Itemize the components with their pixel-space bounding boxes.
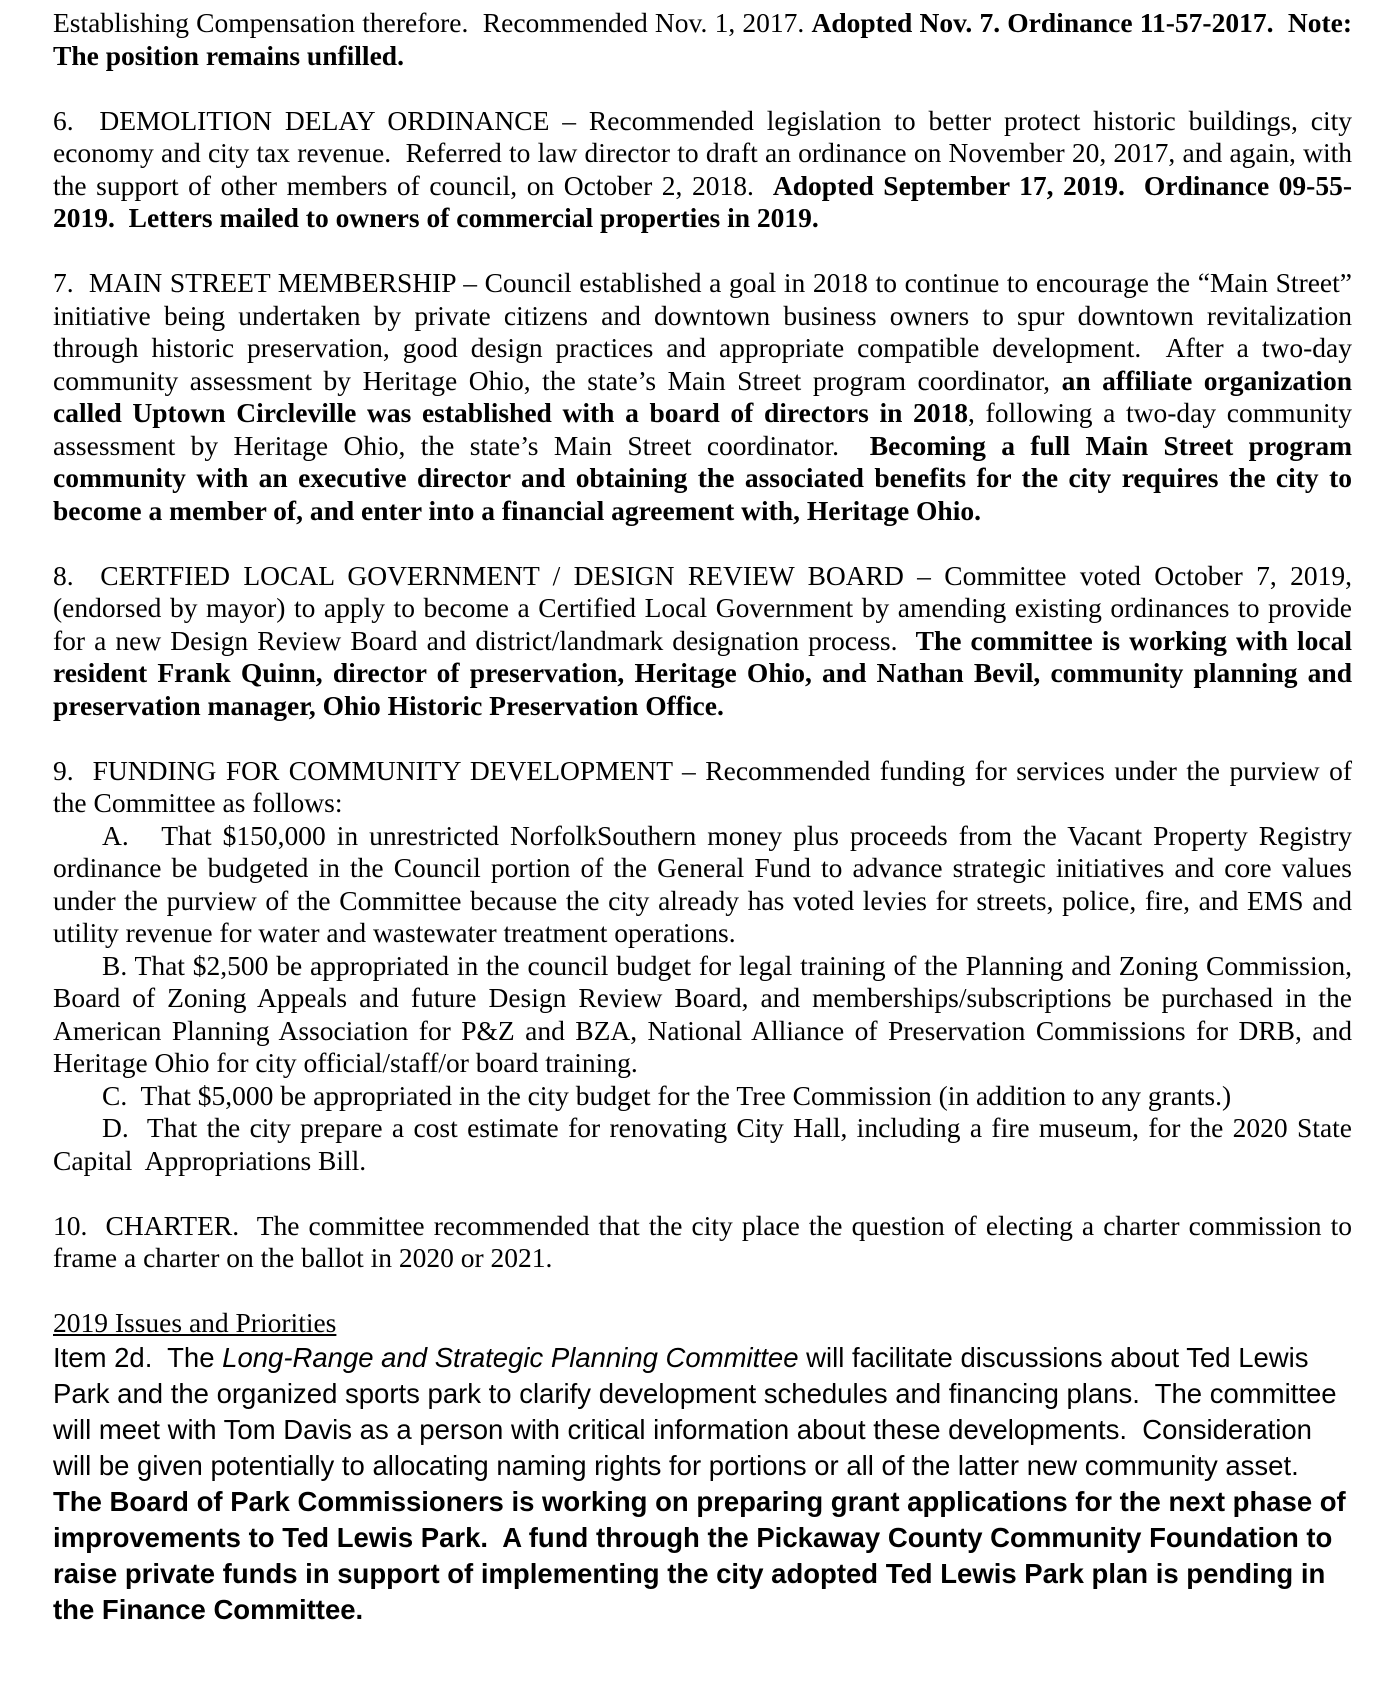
text-run: , following a two-day community assessment by Heritage Ohio, the state’s Main Street coordinator. — [53, 397, 1359, 461]
item-10-charter — [53, 1209, 1359, 1275]
text-run: Becoming a full Main Street program community with an executive director and obtaining the associated benefits for the city requires the city to become a member of, and enter into a financial agreement with, Heritage Ohio. — [53, 429, 1359, 526]
item-9c-tree-commission-funding — [53, 1080, 1352, 1113]
text-run: 9. FUNDING FOR COMMUNITY DEVELOPMENT – Recommended funding for services under the purview of the Committee as follows: — [53, 754, 1359, 818]
text-run: D. That the city prepare a cost estimate for renovating City Hall, including a fire museum, for the 2020 State Capital Appropriations Bill. — [53, 1112, 1359, 1176]
heading-2019-issues-and-priorities — [53, 1307, 1352, 1340]
item-8-certified-local-government — [53, 559, 1359, 723]
text-run: 8. CERTFIED LOCAL GOVERNMENT / DESIGN REVIEW BOARD – Committee voted October 7, 2019, (endorsed by mayor) to apply to become a Certified Local Government by amending existing ordinances to provide for a new Design Review Board and district/landmark designation process. — [53, 559, 1359, 656]
text-run: C. That $5,000 be appropriated in the city budget for the Tree Commission (in addition to any grants.) — [102, 1079, 1232, 1111]
text-run: The committee is working with local resident Frank Quinn, director of preservation, Heritage Ohio, and Nathan Bevil, community planning and preservation manager, Ohio Historic Preservation Office. — [53, 624, 1359, 721]
text-run: 10. CHARTER. The committee recommended that the city place the question of electing a charter commission to frame a charter on the ballot in 2020 or 2021. — [53, 1209, 1359, 1273]
text-run: 6. DEMOLITION DELAY ORDINANCE – Recommended legislation to better protect historic buildings, city economy and city tax revenue. Referred to law director to draft an ordinance on November 20, 2017, and again, with the support of other members of council, on October 2, 2018. — [53, 104, 1359, 201]
item-7-main-street-membership — [53, 267, 1359, 527]
text-run: an affiliate organization called Uptown Circleville was established with a board of directors in 2018 — [53, 364, 1359, 428]
text-run: 7. MAIN STREET MEMBERSHIP – Council established a goal in 2018 to continue to encourage the “Main Street” initiative being undertaken by private citizens and downtown business owners to spur downtown revitalization through historic preservation, good design practices and appropriate compatible development. After a two-day community assessment by Heritage Ohio, the state’s Main Street program coordinator, — [53, 267, 1359, 396]
text-run: B. That $2,500 be appropriated in the council budget for legal training of the Planning and Zoning Commission, Board of Zoning Appeals and future Design Review Board, and memberships/subscriptions be purchased in the American Planning Association for P&Z and BZA, National Alliance of Preservation Commissions for DRB, and Heritage Ohio for city official/staff/or board training. — [53, 949, 1359, 1078]
item-2d-long-range-planning — [53, 1340, 1352, 1628]
text-run: Adopted Nov. 7. Ordinance 11-57-2017. Note: The position remains unfilled. — [53, 7, 1366, 71]
item-9-funding-intro — [53, 754, 1359, 820]
text-run: 2019 Issues and Priorities — [53, 1307, 337, 1338]
text-run: Establishing Compensation therefore. Recommended Nov. 1, 2017. — [53, 7, 812, 38]
text-run: A. That $150,000 in unrestricted NorfolkSouthern money plus proceeds from the Vacant Property Registry ordinance be budgeted in the Council portion of the General Fund to advance strategic initiatives and core values under the purview of the Committee because the city already has voted levies for streets, police, fire, and EMS and utility revenue for water and wastewater treatment operations. — [53, 819, 1359, 948]
text-run: The Board of Park Commissioners is working on preparing grant applications for the next phase of improvements to Ted Lewis Park. A fund through the Pickaway County Community Foundation to raise private funds in support of implementing the city adopted Ted Lewis Park plan is pending in the Finance Committee. — [53, 1485, 1354, 1625]
text-run: Item 2d. The — [53, 1341, 223, 1373]
text-run: Adopted September 17, 2019. Ordinance 09-55-2019. Letters mailed to owners of commercial properties in 2019. — [53, 169, 1353, 233]
document-body — [53, 7, 1366, 1628]
item-9d-city-hall-estimate — [53, 1112, 1359, 1177]
item-9b-legal-training-funding — [53, 949, 1359, 1080]
item-6-demolition-delay-ordinance — [53, 104, 1359, 235]
text-run: Long-Range and Strategic Planning Committee — [222, 1341, 799, 1373]
text-run: will facilitate discussions about Ted Lewis Park and the organized sports park to clarify development schedules and financing plans. The committee will meet with Tom Davis as a person with critical information about these developments. Consideration will be given potentially to allocating naming rights for portions or all of the latter new community asset. — [53, 1341, 1345, 1481]
item-9a-norfolk-southern-funding — [53, 819, 1359, 950]
item-5-continuation — [53, 7, 1366, 72]
